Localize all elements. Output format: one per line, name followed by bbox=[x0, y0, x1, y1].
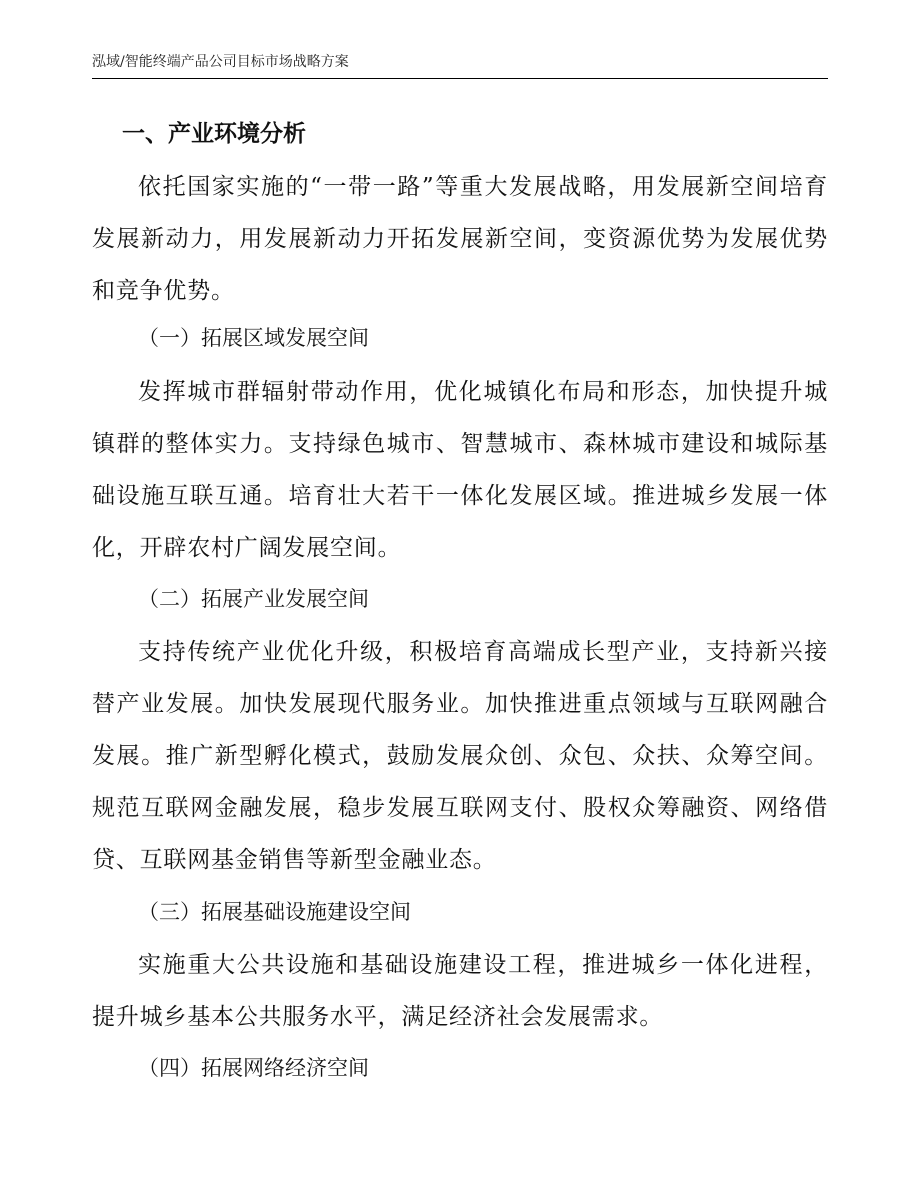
page-header: 泓域/智能终端产品公司目标市场战略方案 bbox=[92, 54, 349, 70]
subsection-heading-4: （四）拓展网络经济空间 bbox=[138, 1056, 369, 1080]
subsection-body-1: 发挥城市群辐射带动作用，优化城镇化布局和形态，加快提升城镇群的整体实力。支持绿色城市、智慧城市、森林城市建设和城际基础设施互联互通。培育壮大若干一体化发展区域。推进城乡发展一体化，开辟农村广阔发展空间。 bbox=[92, 379, 828, 561]
subsection-heading-2: （二）拓展产业发展空间 bbox=[138, 587, 369, 611]
subsection-heading-1: （一）拓展区域发展空间 bbox=[138, 326, 369, 350]
subsection-heading-3: （三）拓展基础设施建设空间 bbox=[138, 900, 411, 924]
header-divider bbox=[92, 78, 828, 79]
intro-paragraph: 依托国家实施的“一带一路”等重大发展战略，用发展新空间培育发展新动力，用发展新动力开拓发展新空间，变资源优势为发展优势和竞争优势。 bbox=[92, 174, 828, 304]
section-heading: 一、产业环境分析 bbox=[122, 121, 306, 147]
subsection-body-3: 实施重大公共设施和基础设施建设工程，推进城乡一体化进程，提升城乡基本公共服务水平，满足经济社会发展需求。 bbox=[92, 952, 828, 1030]
subsection-body-2: 支持传统产业优化升级，积极培育高端成长型产业，支持新兴接替产业发展。加快发展现代服务业。加快推进重点领域与互联网融合发展。推广新型孵化模式，鼓励发展众创、众包、众扶、众筹空间。规范互联网金融发展，稳步发展互联网支付、股权众筹融资、网络借贷、互联网基金销售等新型金融业态。 bbox=[92, 639, 828, 873]
